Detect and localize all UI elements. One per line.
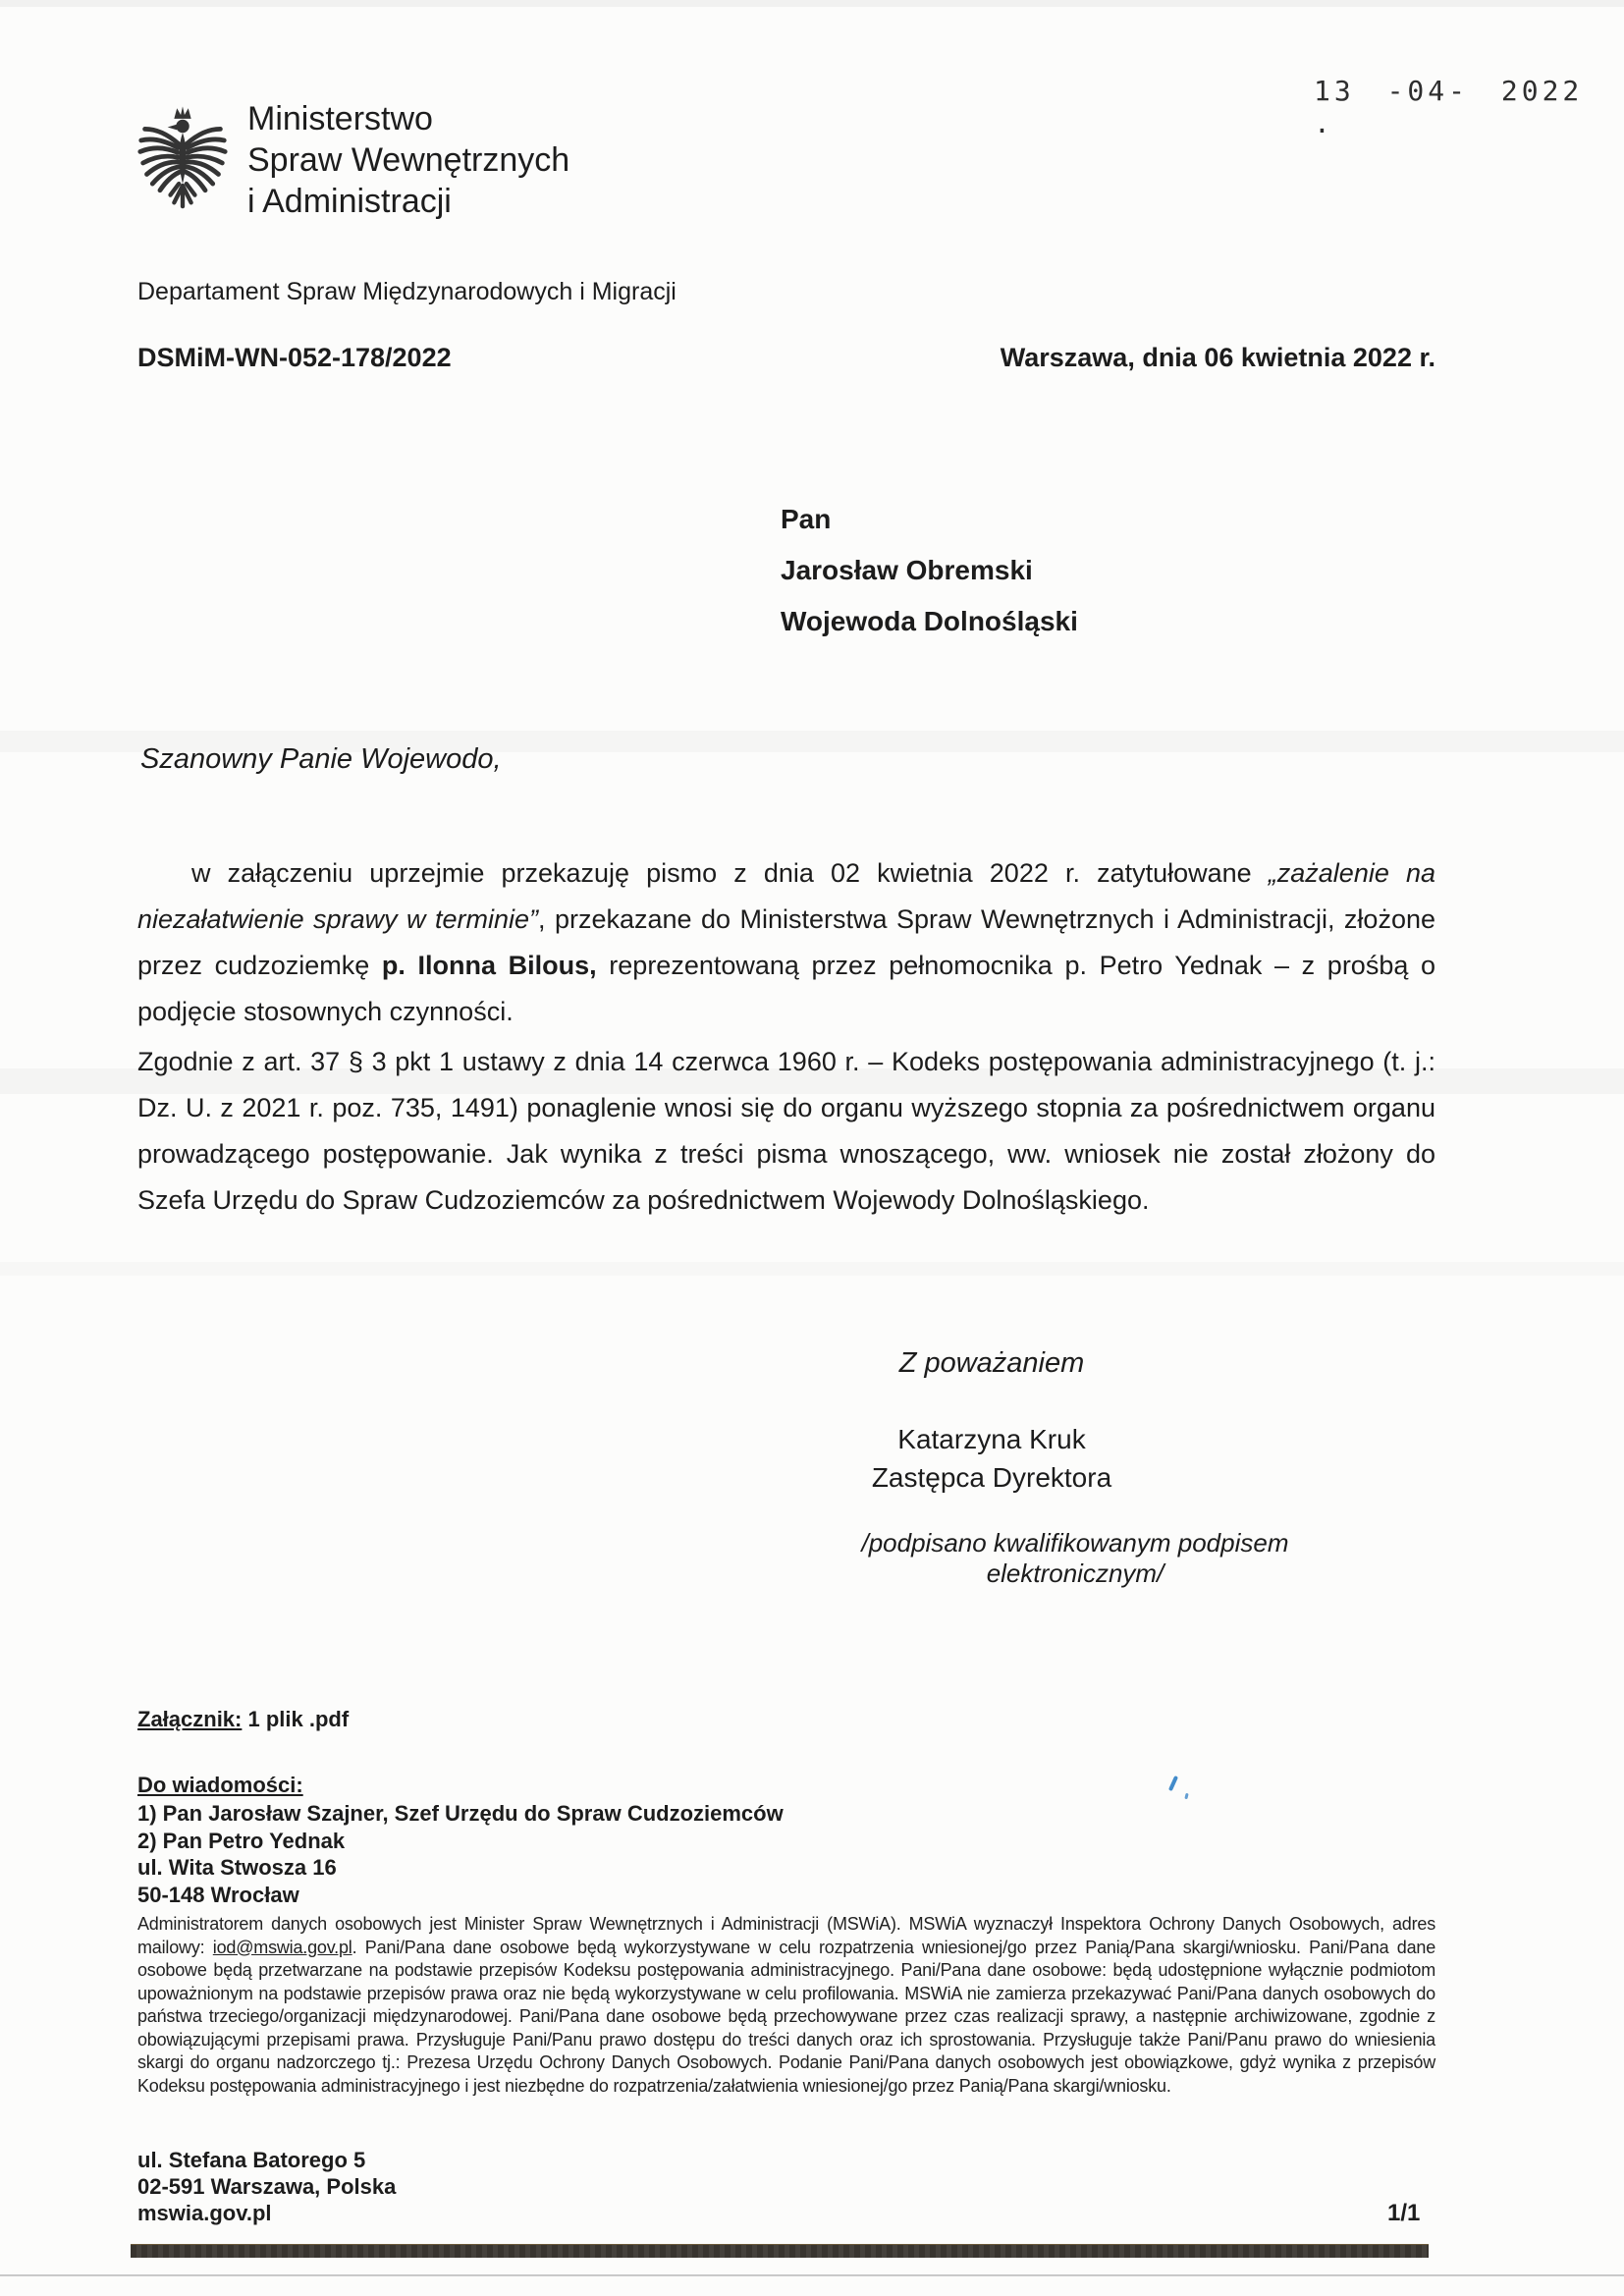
address-line: 02-591 Warszawa, Polska [137, 2174, 397, 2199]
address-line: ul. Stefana Batorego 5 [137, 2148, 366, 2172]
dpo-email: iod@mswia.gov.pl [212, 1937, 352, 1957]
cc-item: 1) Pan Jarosław Szajner, Szef Urzędu do Spraw Cudzoziemców [137, 1801, 784, 1826]
recipient-block [781, 494, 1078, 647]
p1-quoted-title: „zażalenie na niezałatwienie sprawy w terminie” [137, 858, 1435, 934]
recipient-salutation: Pan [781, 504, 832, 534]
pen-mark-artifact [1184, 1793, 1188, 1800]
ministry-name-line: Spraw Wewnętrznych [247, 141, 570, 179]
ministry-name-line: i Administracji [247, 183, 452, 220]
body-paragraph-1 [137, 850, 1435, 1035]
department-name: Departament Spraw Międzynarodowych i Migracji [137, 278, 677, 305]
received-date-stamp: 13 -04- 2022 . [1314, 75, 1584, 139]
p1-text: w załączeniu uprzejmie przekazuję pismo z dnia 02 kwietnia 2022 r. zatytułowane [191, 858, 1269, 888]
gdpr-notice [137, 1913, 1435, 2098]
closing-phrase: Z poważaniem [898, 1347, 1085, 1379]
ministry-website: mswia.gov.pl [137, 2201, 272, 2225]
p1-text: , przekazane do Ministerstwa Spraw Wewnętrznych i Administracji, złożone przez cudzoziemkę [137, 904, 1435, 980]
scan-shadow-band [0, 1262, 1624, 1276]
electronic-signature-note: /podpisano kwalifikowanym podpisem elektronicznym/ [861, 1528, 1289, 1588]
place-and-date: Warszawa, dnia 06 kwietnia 2022 r. [1000, 343, 1435, 372]
letter-salutation: Szanowny Panie Wojewodo, [140, 743, 502, 775]
cc-list [137, 1800, 784, 1908]
cc-label: Do wiadomości: [137, 1773, 303, 1797]
scan-bottom-edge [0, 2274, 1624, 2276]
ministry-name-line: Ministerstwo [247, 100, 433, 137]
polish-eagle-emblem-icon [135, 100, 230, 224]
attachment-line [137, 1707, 349, 1732]
signatory-name: Katarzyna Kruk [897, 1424, 1086, 1454]
cc-item: ul. Wita Stwosza 16 [137, 1855, 337, 1880]
cc-item: 50-148 Wrocław [137, 1882, 299, 1907]
ministry-name [247, 98, 569, 222]
p1-text: reprezentowaną przez pełnomocnika p. Petro Yednak – z prośbą o podjęcie stosownych czynności. [137, 951, 1436, 1026]
signatory-title: Zastępca Dyrektora [871, 1462, 1112, 1493]
ministry-address [137, 2147, 396, 2226]
scan-edge-band [0, 0, 1624, 7]
cc-item: 2) Pan Petro Yednak [137, 1828, 346, 1853]
page-number: 1/1 [1387, 2200, 1421, 2226]
gdpr-text: Administratorem danych osobowych jest Minister Spraw Wewnętrznych i Administracji (MSWiA). MSWiA wyznaczył Inspektora Ochrony Danych Osobowych, adres mailowy: [137, 1914, 1435, 1957]
p1-foreigner-name: p. Ilonna Bilous, [381, 951, 597, 980]
pen-mark-artifact [1168, 1776, 1178, 1791]
body-paragraph-2: Zgodnie z art. 37 § 3 pkt 1 ustawy z dnia 14 czerwca 1960 r. – Kodeks postępowania administracyjnego (t. j.: Dz. U. z 2021 r. poz. 735, 1491) ponaglenie wnosi się do organu wyższego stopnia za pośrednictwem organu prowadzącego postępowanie. Jak wynika z treści pisma wnoszącego, ww. wniosek nie został złożony do Szefa Urzędu do Spraw Cudzoziemców za pośrednictwem Wojewody Dolnośląskiego. [137, 1047, 1435, 1215]
recipient-name: Jarosław Obremski [781, 555, 1033, 585]
reference-number: DSMiM-WN-052-178/2022 [137, 343, 452, 372]
recipient-title: Wojewoda Dolnośląski [781, 606, 1078, 636]
gdpr-text: . Pani/Pana dane osobowe będą wykorzystywane w celu rozpatrzenia wniesionej/go przez Panią/Pana skargi/wniosku. Pani/Pana dane osobowe będą przetwarzane na podstawie przepisów Kodeksu postępowania administracyjnego. Pani/Pana dane osobowe: będą udostępnione wyłącznie podmiotom upoważnionym na podstawie przepisów prawa oraz nie będą wykorzystywane w celu profilowania. MSWiA nie zamierza przekazywać Pani/Pana danych osobowych do państwa trzeciego/organizacji międzynarodowej. Pani/Pana dane osobowe będą przechowywane przez czas realizacji sprawy, a następnie archiwizowane, zgodnie z obowiązującymi przepisami prawa. Przysługuje Pani/Panu prawo dostępu do treści danych oraz ich sprostowania. Przysługuje także Pani/Panu prawo do wniesienia skargi do organu nadzorczego tj.: Prezesa Urzędu Ochrony Danych Osobowych. Podanie Pani/Pana danych osobowych jest obowiązkowe, gdyż wynika z przepisów Kodeksu postępowania administracyjnego i jest niezbędne do rozpatrzenia/załatwienia wniesionej/go przez Panią/Pana skargi/wniosku. [137, 1937, 1436, 2096]
attachment-label: Załącznik: [137, 1707, 243, 1731]
attachment-value: 1 plik .pdf [242, 1707, 350, 1731]
footer-separator-bar [131, 2244, 1429, 2258]
